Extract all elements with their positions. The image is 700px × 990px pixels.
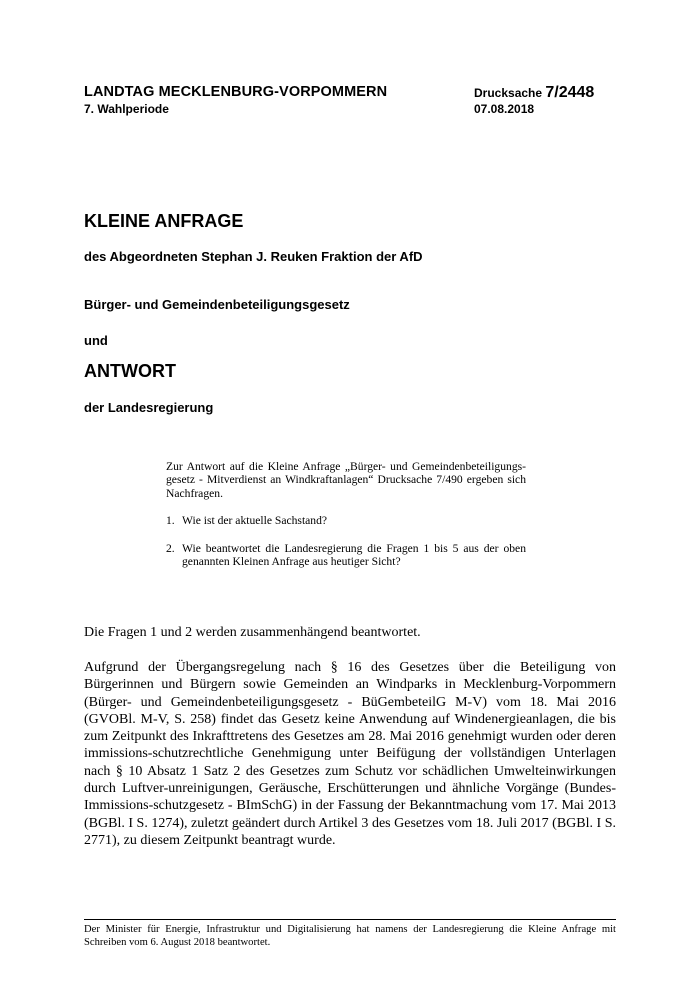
answer-intro: Die Fragen 1 und 2 werden zusammenhängend beantwortet. <box>84 625 421 640</box>
author-line: des Abgeordneten Stephan J. Reuken Fraktion der AfD <box>84 249 423 264</box>
question-number: 1. <box>166 514 175 528</box>
question-list <box>166 514 526 568</box>
answer-heading: ANTWORT <box>84 361 176 381</box>
answer-body: Aufgrund der Übergangsregelung nach § 16 des Gesetzes über die Beteiligung von Bürgerinnen und Bürgern sowie Gemeinden an Windparks in Mecklenburg-Vorpommern (Bürger- und Gemeindenbeteiligungsgesetz - BüGembeteilG M-V) vom 18. Mai 2016 (GVOBl. M-V, S. 258) findet das Gesetz keine Anwendung auf Windenergieanlagen, die bis zum Zeitpunkt des Inkrafttretens des Gesetzes am 28. Mai 2016 genehmigt wurden oder deren immissions-schutzrechtliche Genehmigung unter Beifügung der vollständigen Unterlagen nach § 10 Absatz 1 Satz 2 des Gesetzes zum Schutz vor schädlichen Umwelteinwirkungen durch Luftver-unreinigungen, Geräusche, Erschütterungen und ähnliche Vorgänge (Bundes-Immissions-schutzgesetz - BImSchG) in der Fassung der Bekanntmachung vom 17. Mai 2013 (BGBl. I S. 1274), zuletzt geändert durch Artikel 3 des Gesetzes vom 18. Juli 2017 (BGBl. I S. 2771), zu diesem Zeitpunkt beantragt wurde. <box>84 660 616 848</box>
document-number <box>474 84 594 102</box>
footer-divider <box>84 919 616 920</box>
document-date: 07.08.2018 <box>474 102 535 116</box>
question-block <box>166 460 526 582</box>
document-number-label: Drucksache <box>474 86 543 100</box>
question-text: Wie ist der aktuelle Sachstand? <box>182 514 328 528</box>
footer-note: Der Minister für Energie, Infrastruktur und Digitalisierung hat namens der Landesregierung die Kleine Anfrage mit Schreiben vom 6. August 2018 beantwortet. <box>84 924 616 949</box>
question-intro: Zur Antwort auf die Kleine Anfrage „Bürger- und Gemeindenbeteiligungs-gesetz - Mitverdienst an Windkraftanlagen“ Drucksache 7/490 ergeben sich Nachfragen. <box>166 460 526 500</box>
parliament-name: LANDTAG MECKLENBURG-VORPOMMERN <box>84 84 388 100</box>
legislative-period: 7. Wahlperiode <box>84 102 169 116</box>
subject-line: Bürger- und Gemeindenbeteiligungsgesetz <box>84 297 350 312</box>
question-text: Wie beantwortet die Landesregierung die Fragen 1 bis 5 aus der oben genannten Kleinen Anfrage aus heutiger Sicht? <box>182 541 526 569</box>
document-number-value: 7/2448 <box>545 84 595 101</box>
answer-by-line: der Landesregierung <box>84 400 214 415</box>
question-number: 2. <box>166 541 175 555</box>
document-type-heading: KLEINE ANFRAGE <box>84 211 244 231</box>
question-item <box>166 542 526 569</box>
question-item <box>166 514 526 527</box>
conjunction-line: und <box>84 333 108 348</box>
